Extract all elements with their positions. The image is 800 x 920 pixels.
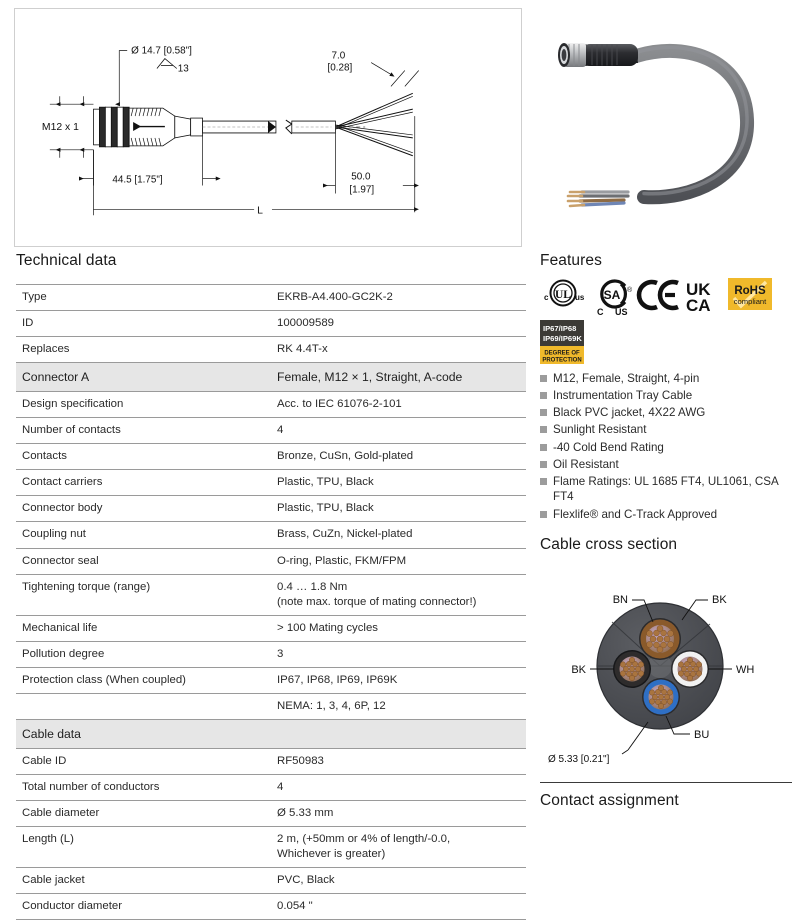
spec-key: Total number of conductors [16,774,271,800]
feature-item: Instrumentation Tray Cable [540,388,794,404]
feature-item: -40 Cold Bend Rating [540,440,794,456]
cable-cross-section-diagram [540,556,794,780]
svg-text:c: c [544,293,549,302]
svg-text:US: US [615,307,628,317]
spec-key [16,693,271,719]
spec-value-line: 0.054 " [277,900,313,913]
svg-text:SA: SA [603,288,621,302]
table-row [16,574,526,615]
technical-data-table [16,284,526,920]
spec-value-line: Brass, CuZn, Nickel-plated [277,528,413,541]
spec-value [271,311,526,337]
dim-lead-length-inch: [1.97] [349,184,375,196]
svg-text:C: C [597,307,604,317]
svg-text:us: us [575,293,585,302]
dim-lead-length: 50.0 [351,171,371,183]
spec-key: Cable data [16,719,271,748]
technical-data-section [16,252,526,920]
ip-protection-badge [540,320,584,364]
spec-value [271,548,526,574]
feature-item: Flexlife® and C-Track Approved [540,507,794,523]
table-row [16,496,526,522]
spec-value-line: > 100 Mating cycles [277,621,378,634]
table-group-row [16,363,526,392]
spec-value-line: Acc. to IEC 61076-2-101 [277,398,402,411]
spec-value [271,667,526,693]
table-row [16,311,526,337]
spec-key: Contact carriers [16,470,271,496]
m12-connector-photo [558,43,638,67]
spec-value-line: 0.4 … 1.8 Nm [277,580,348,593]
xsec-label-wh: WH [736,664,755,677]
spec-key: Contacts [16,444,271,470]
spec-key: Type [16,285,271,311]
dim-thread-label: M12 x 1 [41,121,79,133]
svg-text:CA: CA [686,296,711,315]
spec-value-line-2: Whichever is greater) [277,848,386,861]
spec-value [271,693,526,719]
table-row [16,667,526,693]
svg-text:UL: UL [555,289,571,301]
features-title: Features [540,252,602,269]
table-row [16,285,526,311]
spec-value-line: 4 [277,780,284,793]
ukca-icon [685,278,723,314]
xsec-label-bn: BN [612,594,628,607]
spec-value-line: Female, M12 × 1, Straight, A-code [277,370,463,385]
dim-overall-length: L [257,205,263,217]
spec-key: Length (L) [16,827,271,868]
table-row [16,827,526,868]
spec-value [271,868,526,894]
spec-key: Cable ID [16,748,271,774]
spec-key: Cable jacket [16,868,271,894]
spec-key: ID [16,311,271,337]
conductor-bn [639,618,681,660]
spec-value [271,641,526,667]
spec-value [271,774,526,800]
conductor-bk [613,650,651,688]
conductor-wh [671,650,709,688]
spec-value-line: Plastic, TPU, Black [277,502,374,515]
product-photo [540,10,792,242]
features-list [540,371,794,522]
spec-key: Protection class (When coupled) [16,667,271,693]
spec-value-line: Plastic, TPU, Black [277,476,374,489]
dim-strip-length: 7.0 [331,50,346,62]
spec-key: Conductor diameter [16,894,271,920]
table-group-row [16,719,526,748]
xsec-label-diameter: Ø 5.33 [0.21"] [548,754,610,766]
features-section [540,252,794,810]
feature-item: Sunlight Resistant [540,422,794,438]
spec-value [271,496,526,522]
table-row [16,548,526,574]
spec-value-line: 100009589 [277,317,335,330]
spec-key: Connector seal [16,548,271,574]
spec-value [271,748,526,774]
spec-value [271,363,526,392]
dim-diameter-label: Ø 14.7 [0.58"] [131,45,192,57]
ip-line-2: IP69/IP69K [543,334,582,343]
spec-value [271,719,526,748]
spec-value-line: 3 [277,647,284,660]
spec-key: Connector body [16,496,271,522]
spec-value [271,418,526,444]
spec-value-line-2: (note max. torque of mating connector!) [277,595,477,608]
table-row [16,337,526,363]
spec-value-line: RF50983 [277,754,324,767]
spec-value-line: IP67, IP68, IP69, IP69K [277,673,398,686]
spec-key: Number of contacts [16,418,271,444]
table-row [16,392,526,418]
ip-line-1: IP67/IP68 [543,324,577,333]
table-row [16,868,526,894]
xsec-label-bu: BU [694,729,710,742]
spec-value [271,827,526,868]
spec-value [271,470,526,496]
contact-assignment-title: Contact assignment [540,792,679,810]
spec-value [271,894,526,920]
ip-caption-1: DEGREE OF [544,350,580,357]
spec-key: Coupling nut [16,522,271,548]
feature-item: Black PVC jacket, 4X22 AWG [540,405,794,421]
svg-text:UK: UK [686,280,711,299]
svg-text:®: ® [627,287,633,294]
spec-key: Pollution degree [16,641,271,667]
table-row [16,801,526,827]
table-row [16,693,526,719]
feature-item: Flame Ratings: UL 1685 FT4, UL1061, CSA FT4 [540,474,794,505]
contact-assignment-divider [540,782,792,783]
ul-listed-icon [540,278,586,312]
spec-value [271,801,526,827]
spec-value-line: Ø 5.33 mm [277,807,334,820]
table-row [16,641,526,667]
spec-value-line: PVC, Black [277,874,335,887]
spec-value [271,574,526,615]
conductor-bu [642,678,680,716]
spec-value-line: NEMA: 1, 3, 4, 6P, 12 [277,699,386,712]
spec-key: Tightening torque (range) [16,574,271,615]
dim-surface-finish: 13 [177,63,189,75]
spec-value-line: Bronze, CuSn, Gold-plated [277,450,414,463]
xsec-label-bk-left: BK [571,664,586,677]
feature-item: Oil Resistant [540,457,794,473]
spec-value-line: O-ring, Plastic, FKM/FPM [277,554,407,567]
table-row [16,418,526,444]
ip-caption-2: PROTECTION [542,357,582,364]
spec-value [271,337,526,363]
table-row [16,470,526,496]
spec-key: Cable diameter [16,801,271,827]
feature-item: M12, Female, Straight, 4-pin [540,371,794,387]
spec-value-line: RK 4.4T-x [277,343,328,356]
table-row [16,615,526,641]
dim-connector-length: 44.5 [1.75"] [112,174,163,186]
rohs-icon [728,278,772,310]
spec-value [271,615,526,641]
xsec-label-bk-top: BK [712,594,727,607]
table-row [16,522,526,548]
spec-key: Mechanical life [16,615,271,641]
cross-section-title: Cable cross section [540,536,678,554]
spec-key: Design specification [16,392,271,418]
table-row [16,774,526,800]
technical-drawing [14,8,522,247]
spec-value-line: EKRB-A4.400-GC2K-2 [277,291,393,303]
spec-value-line: 4 [277,424,284,437]
spec-value-line: 2 m, (+50mm or 4% of length/-0.0, [277,833,451,846]
ce-icon [640,278,680,312]
technical-data-title: Technical data [16,252,117,269]
table-row [16,444,526,470]
spec-key: Replaces [16,337,271,363]
spec-value [271,392,526,418]
svg-text:compliant: compliant [733,297,767,306]
spec-value [271,285,526,311]
spec-key: Connector A [16,363,271,392]
dim-strip-length-inch: [0.28] [327,62,353,74]
svg-text:RoHS: RoHS [734,285,766,297]
csa-icon [591,278,635,318]
spec-value [271,444,526,470]
table-row [16,748,526,774]
table-row [16,894,526,920]
certification-marks [540,278,794,318]
spec-value [271,522,526,548]
